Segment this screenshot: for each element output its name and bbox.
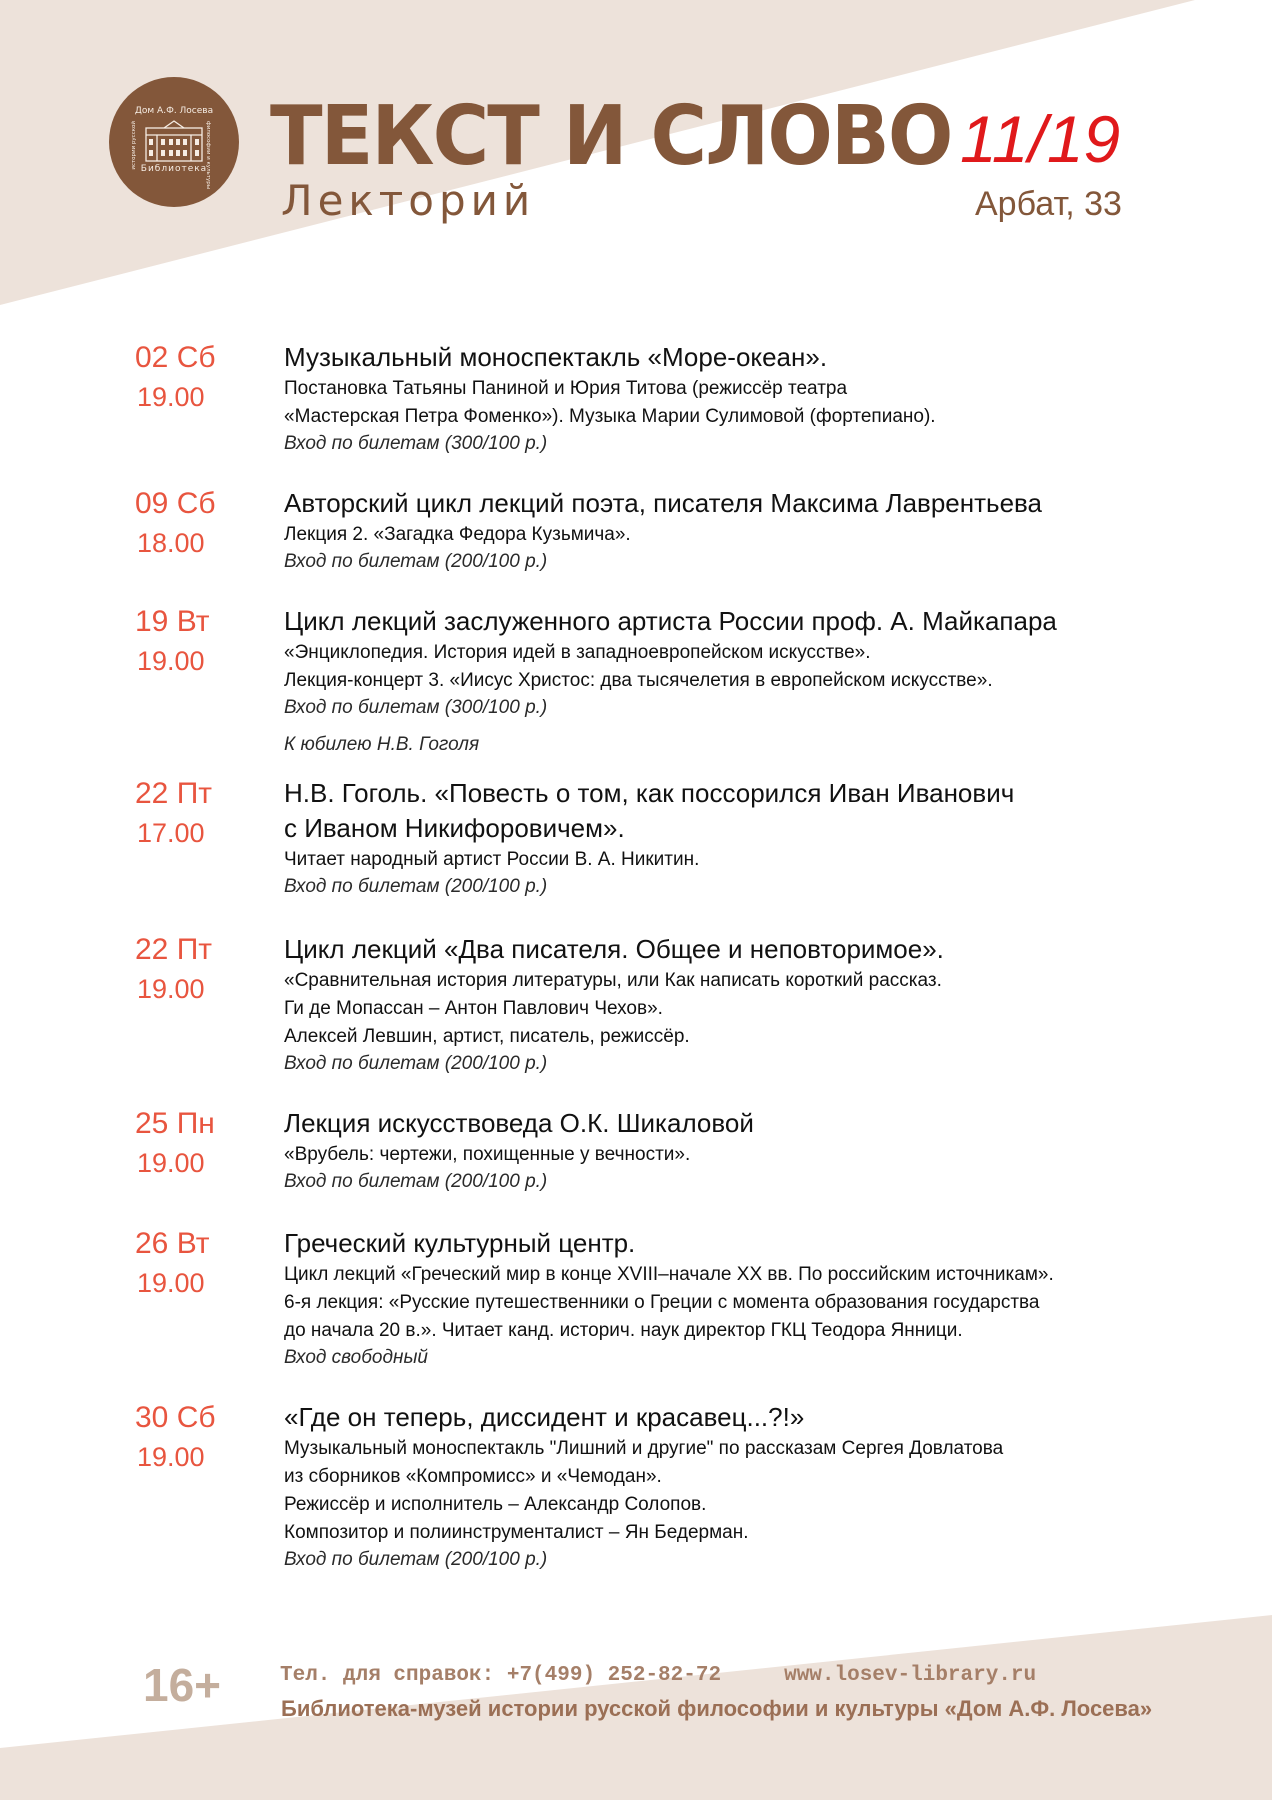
event-time: 18.00 bbox=[137, 528, 205, 558]
event-title: Музыкальный моноспектакль «Море-океан». bbox=[284, 342, 828, 372]
event-description-line: Музыкальный моноспектакль "Лишний и другие" по рассказам Сергея Довлатова bbox=[284, 1438, 1004, 1459]
event-ticket-info: Вход по билетам (300/100 р.) bbox=[284, 697, 548, 718]
event-date: 09 Сб bbox=[135, 487, 216, 520]
event-description-line: Ги де Мопассан – Антон Павлович Чехов». bbox=[284, 998, 663, 1019]
event-body bbox=[284, 1106, 1184, 1195]
event-description-line: Цикл лекций «Греческий мир в конце XVIII–начале XX вв. По российским источникам». bbox=[284, 1264, 1054, 1285]
event-date: 22 Пт bbox=[135, 933, 213, 966]
event-body bbox=[284, 776, 1184, 900]
logo-left-text: истории русской bbox=[131, 121, 137, 170]
event-title: Авторский цикл лекций поэта, писателя Максима Лаврентьева bbox=[284, 488, 1043, 518]
page-subtitle: Лекторий bbox=[281, 176, 536, 225]
event-body bbox=[284, 1400, 1184, 1573]
footer-organization: Библиотека-музей истории русской философии и культуры «Дом А.Ф. Лосева» bbox=[281, 1696, 1153, 1721]
event-title: Лекция искусствоведа О.К. Шикаловой bbox=[284, 1108, 754, 1138]
event-date: 25 Пн bbox=[135, 1107, 215, 1140]
logo-bottom-text: Библиотека bbox=[140, 164, 208, 174]
footer-phone: Тел. для справок: +7(499) 252-82-72 bbox=[280, 1664, 722, 1687]
event-description-line: Лекция-концерт 3. «Иисус Христос: два тысячелетия в европейском искусстве». bbox=[284, 670, 993, 691]
event-title: «Где он теперь, диссидент и красавец...?!» bbox=[284, 1402, 805, 1432]
venue-address: Арбат, 33 bbox=[975, 185, 1122, 223]
event-ticket-info: Вход по билетам (200/100 р.) bbox=[284, 551, 548, 572]
event-body bbox=[284, 932, 1184, 1077]
event-body bbox=[284, 340, 1184, 457]
event-date: 19 Вт bbox=[135, 605, 210, 638]
event-ticket-info: Вход по билетам (200/100 р.) bbox=[284, 1171, 548, 1192]
event-description-line: из сборников «Компромисс» и «Чемодан». bbox=[284, 1466, 662, 1487]
event-ticket-info: Вход по билетам (200/100 р.) bbox=[284, 1549, 548, 1570]
event-ticket-info: Вход свободный bbox=[284, 1347, 429, 1368]
footer-contacts bbox=[280, 1661, 1036, 1691]
event-time: 19.00 bbox=[137, 1148, 205, 1178]
event-title: Цикл лекций заслуженного артиста России проф. А. Майкапара bbox=[284, 606, 1057, 636]
event-description-line: Лекция 2. «Загадка Федора Кузьмича». bbox=[284, 524, 631, 545]
event-title: Н.В. Гоголь. «Повесть о том, как поссорился Иван Иванович bbox=[284, 778, 1015, 808]
event-time: 19.00 bbox=[137, 974, 205, 1004]
event-time: 19.00 bbox=[137, 382, 205, 412]
event-description-line: Режиссёр и исполнитель – Александр Солопов. bbox=[284, 1494, 707, 1515]
event-description-line: «Сравнительная история литературы, или Как написать короткий рассказ. bbox=[284, 970, 942, 991]
event-title: Цикл лекций «Два писателя. Общее и неповторимое». bbox=[284, 934, 944, 964]
event-description-line: Алексей Левшин, артист, писатель, режиссёр. bbox=[284, 1026, 690, 1047]
event-description-line: «Энциклопедия. История идей в западноевропейском искусстве». bbox=[284, 642, 871, 663]
event-description-line: Постановка Татьяны Паниной и Юрия Титова (режиссёр театра bbox=[284, 378, 848, 399]
logo-right-text: философии и культуры bbox=[205, 121, 211, 190]
footer-website-link[interactable]: www.losev-library.ru bbox=[784, 1664, 1037, 1687]
event-title: Греческий культурный центр. bbox=[284, 1228, 636, 1258]
event-body bbox=[284, 1226, 1184, 1371]
library-building-icon bbox=[109, 77, 239, 207]
logo-top-text: Дом А.Ф. Лосева bbox=[134, 106, 214, 116]
event-pretitle: К юбилею Н.В. Гоголя bbox=[284, 734, 480, 755]
event-time: 19.00 bbox=[137, 1442, 205, 1472]
event-date: 26 Вт bbox=[135, 1227, 210, 1260]
event-date: 30 Сб bbox=[135, 1401, 216, 1434]
event-ticket-info: Вход по билетам (200/100 р.) bbox=[284, 1053, 548, 1074]
event-time: 19.00 bbox=[137, 1268, 205, 1298]
event-time: 19.00 bbox=[137, 646, 205, 676]
event-body bbox=[284, 604, 1184, 721]
event-ticket-info: Вход по билетам (200/100 р.) bbox=[284, 876, 548, 897]
age-rating-badge: 16+ bbox=[143, 1659, 222, 1711]
event-description-line: 6-я лекция: «Русские путешественники о Греции с момента образования государства bbox=[284, 1292, 1040, 1313]
event-description-line: Композитор и полиинструменталист – Ян Бедерман. bbox=[284, 1522, 749, 1543]
event-date: 22 Пт bbox=[135, 777, 213, 810]
event-date: 02 Сб bbox=[135, 341, 216, 374]
event-description-line: «Мастерская Петра Фоменко»). Музыка Марии Сулимовой (фортепиано). bbox=[284, 406, 936, 427]
page-title: ТЕКСТ И СЛОВО bbox=[270, 89, 952, 184]
event-time: 17.00 bbox=[137, 818, 205, 848]
event-description-line: Читает народный артист России В. А. Никитин. bbox=[284, 849, 700, 870]
event-description-line: «Врубель: чертежи, похищенные у вечности». bbox=[284, 1144, 691, 1165]
event-description-line: до начала 20 в.». Читает канд. историч. наук директор ГКЦ Теодора Янници. bbox=[284, 1320, 963, 1341]
library-logo bbox=[109, 77, 239, 207]
event-body bbox=[284, 486, 1184, 575]
event-title: с Иваном Никифоровичем». bbox=[284, 813, 625, 843]
event-ticket-info: Вход по билетам (300/100 р.) bbox=[284, 433, 548, 454]
issue-number: 11/19 bbox=[960, 102, 1121, 176]
